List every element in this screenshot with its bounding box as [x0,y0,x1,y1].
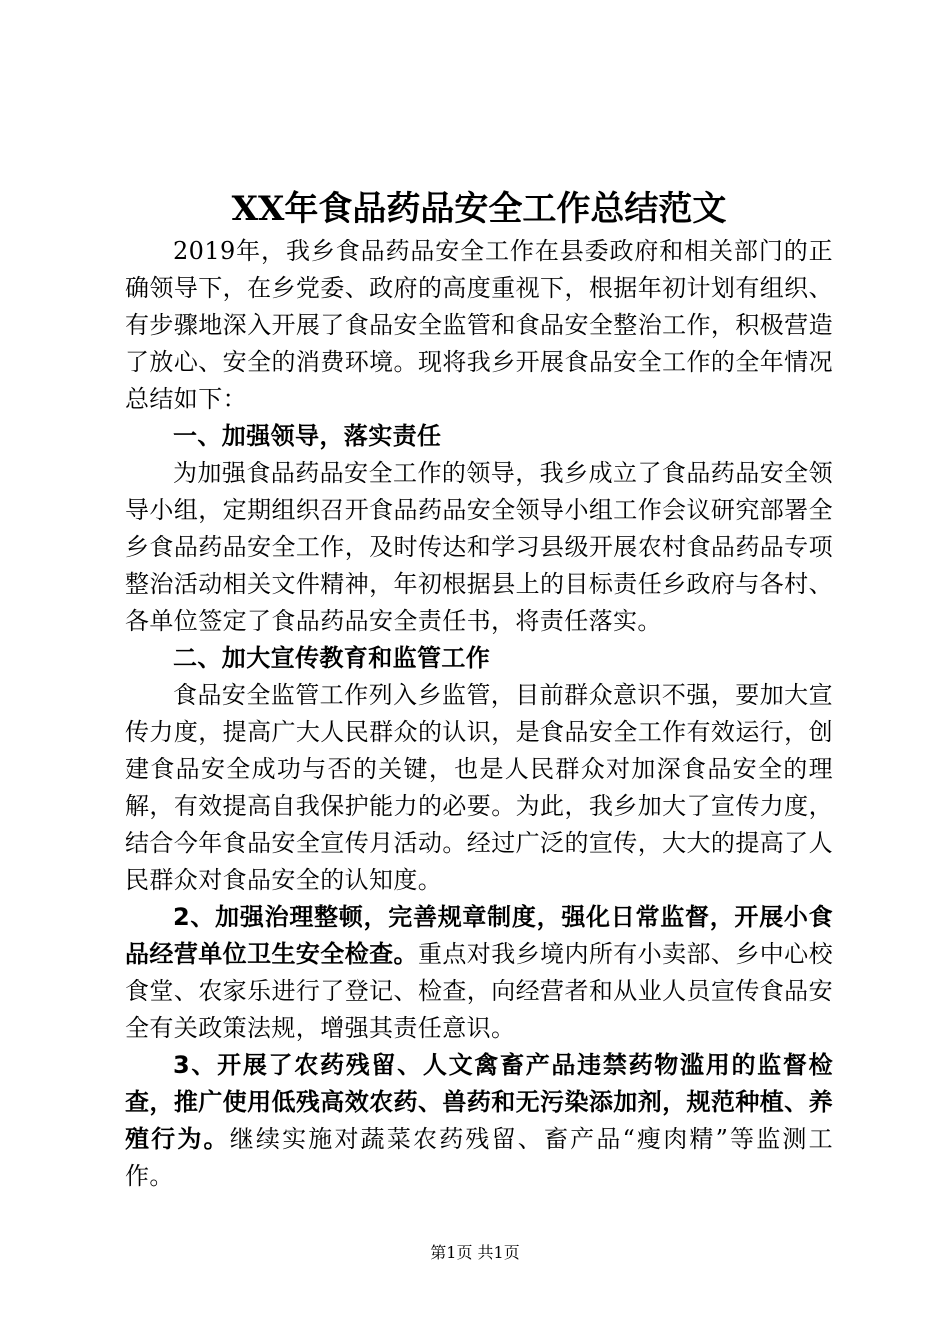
item-3-paragraph [125,1047,833,1195]
item-2-paragraph [125,899,833,1047]
section-1-paragraph: 为加强食品药品安全工作的领导，我乡成立了食品药品安全领导小组，定期组织召开食品药品安全领导小组工作会议研究部署全乡食品药品安全工作，及时传达和学习县级开展农村食品药品专项整治活动相关文件精神，年初根据县上的目标责任乡政府与各村、各单位签定了食品药品安全责任书，将责任落实。 [125,459,833,635]
intro-paragraph: 2019年，我乡食品药品安全工作在县委政府和相关部门的正确领导下，在乡党委、政府的高度重视下，根据年初计划有组织、有步骤地深入开展了食品安全监管和食品安全整治工作，积极营造了放心、安全的消费环境。现将我乡开展食品安全工作的全年情况总结如下： [125,237,833,413]
item-2-text: 重点对我乡境内所有小卖部、乡中心校食堂、农家乐进行了登记、检查，向经营者和从业人员宣传食品安全有关政策法规，增强其责任意识。 [125,940,833,1042]
document-page [125,0,833,1344]
item-3-bold-lead: 3、开展了农药残留、人文禽畜产品违禁药物滥用的监督检查，推广使用低残高效农药、兽药和无污染添加剂，规范种植、养殖行为。 [125,1051,833,1153]
document-title: XX年食品药品安全工作总结范文 [231,189,727,229]
section-2-heading: 二、加大宣传教育和监管工作 [173,644,491,672]
item-2-bold-lead: 2、加强治理整顿，完善规章制度，强化日常监督，开展小食品经营单位卫生安全检查。 [125,903,833,968]
page-footer: 第1页 共1页 [430,1243,520,1262]
section-1-heading: 一、加强领导，落实责任 [173,422,442,450]
document-body [125,233,833,1195]
section-2-paragraph: 食品安全监管工作列入乡监管，目前群众意识不强，要加大宣传力度，提高广大人民群众的认识，是食品安全工作有效运行，创建食品安全成功与否的关键，也是人民群众对加深食品安全的理解，有效提高自我保护能力的必要。为此，我乡加大了宣传力度，结合今年食品安全宣传月活动。经过广泛的宣传，大大的提高了人民群众对食品安全的认知度。 [125,681,833,894]
item-3-text: 继续实施对蔬菜农药残留、畜产品“瘦肉精”等监测工作。 [125,1125,833,1190]
